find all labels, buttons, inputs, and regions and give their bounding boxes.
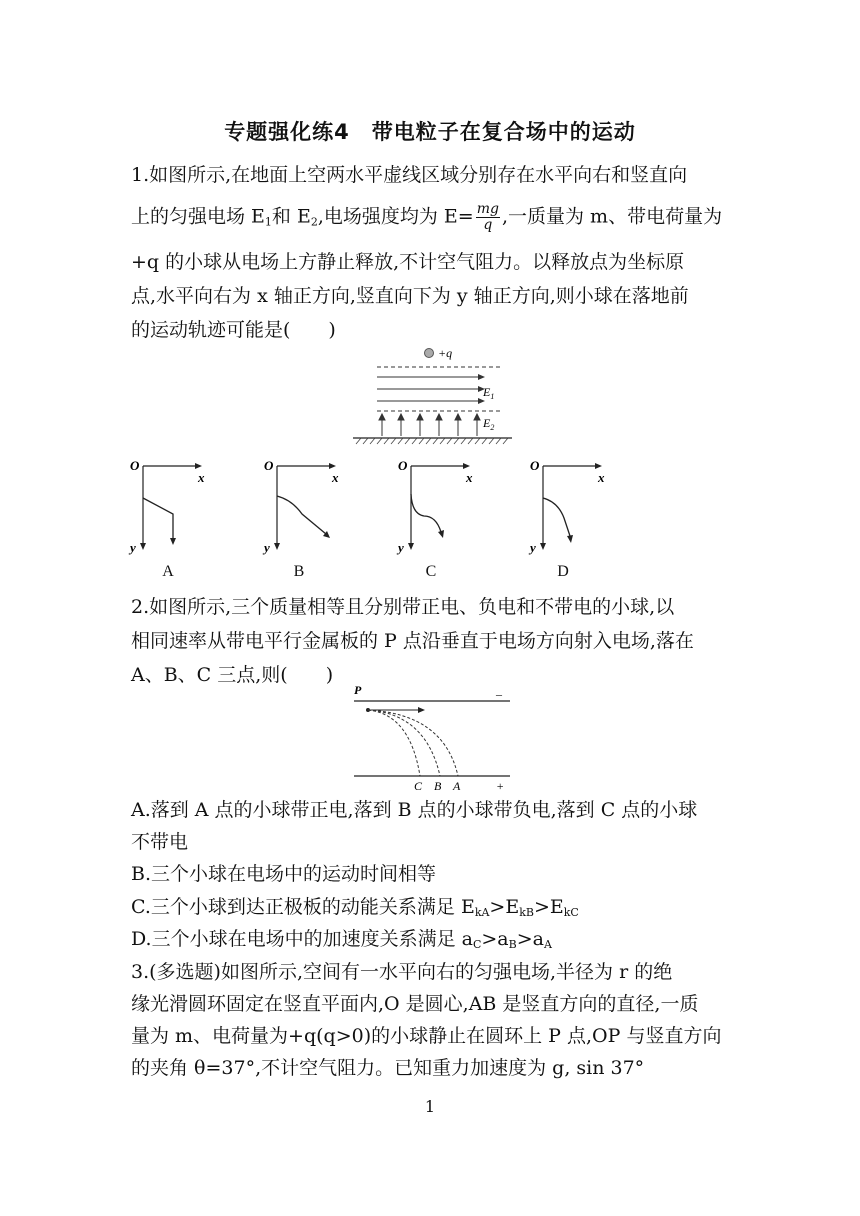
charged-ball-icon [425,349,434,358]
svg-text:x: x [332,470,339,485]
q3-line-2: 缘光滑圆环固定在竖直平面内,O 是圆心,AB 是竖直方向的直径,一质 [131,993,699,1015]
q2-option-c: C.三个小球到达正极板的动能关系满足 $E_{kA}>E_{kB}>E_{kC}$ [131,896,579,919]
q2-plates-diagram [352,684,512,796]
q2-line-2: 相同速率从带电平行金属板的 P 点沿垂直于电场方向射入电场,落在 [131,630,694,652]
q1-field-diagram [350,342,515,447]
q3-line-4: 的夹角 θ=37°,不计空气阻力。已知重力加速度为 g, sin 37° [131,1057,645,1079]
option-b-label: B [293,563,305,580]
field-fraction: $\frac{mg}{q}$ [476,201,499,233]
e2-label: $E_2$ [483,416,495,432]
q3-line-3: 量为 m、电荷量为+q(q>0)的小球静止在圆环上 P 点,OP 与竖直方向 [131,1025,722,1047]
svg-text:y: y [398,540,404,555]
option-d-graph [528,456,608,556]
svg-text:C: C [414,779,423,793]
option-c-label: C [425,563,437,580]
svg-text:O: O [398,458,408,473]
charge-label: +q [438,346,453,360]
svg-text:y: y [530,540,536,555]
option-b-graph [262,456,342,556]
svg-text:y: y [130,540,136,555]
q1-line-5: 的运动轨迹可能是( ) [131,319,336,341]
option-a-graph [128,456,208,556]
q1-line-3: +q 的小球从电场上方静止释放,不计空气阻力。以释放点为坐标原 [131,251,685,273]
svg-text:B: B [434,779,442,793]
q1-line-1: 1.如图所示,在地面上空两水平虚线区域分别存在水平向右和竖直向 [131,164,688,186]
q2-option-a-line-2: 不带电 [131,831,189,853]
q2-line-1: 2.如图所示,三个质量相等且分别带正电、负电和不带电的小球,以 [131,596,675,618]
svg-text:O: O [130,458,140,473]
q1-line-4: 点,水平向右为 x 轴正方向,竖直向下为 y 轴正方向,则小球在落地前 [131,285,689,307]
option-c-graph [396,456,476,556]
q3-line-1: 3.(多选题)如图所示,空间有一水平向右的匀强电场,半径为 r 的绝 [131,961,673,983]
svg-text:A: A [453,779,461,793]
page-number: 1 [424,1097,436,1116]
q2-option-a-line-1: A.落到 A 点的小球带正电,落到 B 点的小球带负电,落到 C 点的小球 [131,799,698,821]
minus-label: – [496,687,502,701]
svg-text:O: O [264,458,274,473]
option-d-label: D [557,563,569,580]
point-p-label: P [354,684,362,697]
svg-text:x: x [466,470,473,485]
plus-label: + [496,779,505,793]
svg-text:O: O [530,458,540,473]
q2-line-3: A、B、C 三点,则( ) [131,664,334,686]
q1-line-2: 上的匀强电场 $E_1$和 $E_2$,电场强度均为 E= $\frac{mg}{q}$ ,一质量为 m、带电荷量为 [131,201,723,233]
e1-label: $E_1$ [483,385,495,401]
page-title: 专题强化练4 带电粒子在复合场中的运动 [224,120,636,144]
svg-text:x: x [198,470,205,485]
q2-option-b: B.三个小球在电场中的运动时间相等 [131,863,437,885]
svg-text:y: y [264,540,270,555]
option-a-label: A [162,563,174,580]
svg-text:x: x [598,470,605,485]
q2-option-d: D.三个小球在电场中的加速度关系满足 $a_C>a_B>a_A$ [131,928,552,951]
